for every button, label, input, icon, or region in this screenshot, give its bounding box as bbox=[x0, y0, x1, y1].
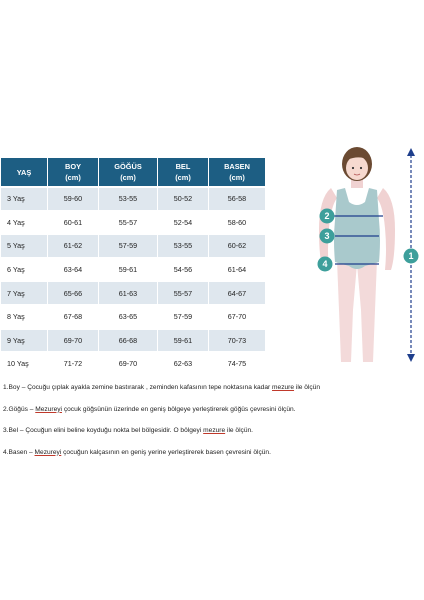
table-row bbox=[1, 353, 265, 375]
measurement-instructions bbox=[3, 384, 421, 470]
hip-cell: 74-75 bbox=[209, 353, 265, 375]
table-row bbox=[1, 212, 265, 234]
marker-1 bbox=[404, 249, 419, 264]
chest-cell: 55-57 bbox=[99, 212, 157, 234]
hip-cell: 56-58 bbox=[209, 188, 265, 210]
height-cell: 60-61 bbox=[48, 212, 98, 234]
table-row bbox=[1, 306, 265, 328]
height-cell: 65-66 bbox=[48, 282, 98, 304]
table-row bbox=[1, 259, 265, 281]
waist-cell: 59-61 bbox=[158, 330, 208, 352]
chest-cell: 59-61 bbox=[99, 259, 157, 281]
table-header-row bbox=[1, 158, 265, 186]
instruction-height: 1.Boy – Çocuğu çıplak ayakla zemine bastırarak , zeminden kafasının tepe noktasına kadar mezure ile ölçün bbox=[3, 384, 321, 391]
header-chest: GÖĞÜS (cm) bbox=[99, 158, 157, 186]
svg-text:4: 4 bbox=[322, 259, 328, 270]
waist-cell: 52-54 bbox=[158, 212, 208, 234]
age-cell: 8 Yaş bbox=[1, 306, 47, 328]
header-waist: BEL (cm) bbox=[158, 158, 208, 186]
hip-cell: 58-60 bbox=[209, 212, 265, 234]
svg-text:3: 3 bbox=[324, 231, 330, 242]
age-cell: 5 Yaş bbox=[1, 235, 47, 257]
legs bbox=[337, 260, 377, 362]
hip-cell: 64-67 bbox=[209, 282, 265, 304]
height-cell: 63-64 bbox=[48, 259, 98, 281]
header-height: BOY (cm) bbox=[48, 158, 98, 186]
head bbox=[342, 147, 372, 181]
chest-cell: 57-59 bbox=[99, 235, 157, 257]
chest-cell: 69-70 bbox=[99, 353, 157, 375]
instruction-chest: 2.Göğüs – Mezureyi çocuk göğsünün üzerinde en geniş bölgeye yerleştirerek göğüs çevresini ölçün. bbox=[3, 405, 296, 413]
svg-text:2: 2 bbox=[324, 211, 330, 222]
chest-cell: 63-65 bbox=[99, 306, 157, 328]
hip-cell: 60-62 bbox=[209, 235, 265, 257]
waist-cell: 55-57 bbox=[158, 282, 208, 304]
height-cell: 71-72 bbox=[48, 353, 98, 375]
header-age: YAŞ bbox=[1, 158, 47, 186]
size-chart-table bbox=[0, 156, 266, 377]
child-measurement-figure bbox=[293, 140, 424, 370]
swimsuit bbox=[334, 188, 380, 269]
age-cell: 3 Yaş bbox=[1, 188, 47, 210]
instruction-waist: 3.Bel – Çocuğun elini beline koyduğu nokta bel bölgesidir. O bölgeyi mezure ile ölçün. bbox=[3, 427, 254, 434]
marker-2 bbox=[320, 209, 335, 224]
chest-cell: 61-63 bbox=[99, 282, 157, 304]
waist-cell: 50-52 bbox=[158, 188, 208, 210]
age-cell: 7 Yaş bbox=[1, 282, 47, 304]
height-cell: 61-62 bbox=[48, 235, 98, 257]
waist-cell: 53-55 bbox=[158, 235, 208, 257]
marker-4 bbox=[318, 257, 333, 272]
age-cell: 10 Yaş bbox=[1, 353, 47, 375]
height-cell: 59-60 bbox=[48, 188, 98, 210]
table-row bbox=[1, 188, 265, 210]
waist-cell: 62-63 bbox=[158, 353, 208, 375]
table-row bbox=[1, 282, 265, 304]
hip-cell: 67-70 bbox=[209, 306, 265, 328]
height-cell: 69-70 bbox=[48, 330, 98, 352]
hip-cell: 70-73 bbox=[209, 330, 265, 352]
age-cell: 6 Yaş bbox=[1, 259, 47, 281]
waist-cell: 57-59 bbox=[158, 306, 208, 328]
chest-cell: 53-55 bbox=[99, 188, 157, 210]
waist-cell: 54-56 bbox=[158, 259, 208, 281]
instruction-hip: 4.Basen – Mezureyi çocuğun kalçasının en geniş yerine yerleştirerek basen çevresini ölçün. bbox=[3, 448, 271, 456]
height-cell: 67-68 bbox=[48, 306, 98, 328]
table-row bbox=[1, 330, 265, 352]
marker-3 bbox=[320, 229, 335, 244]
age-cell: 9 Yaş bbox=[1, 330, 47, 352]
svg-text:1: 1 bbox=[408, 251, 414, 262]
chest-cell: 66-68 bbox=[99, 330, 157, 352]
table-row bbox=[1, 235, 265, 257]
hip-cell: 61-64 bbox=[209, 259, 265, 281]
header-hip: BASEN (cm) bbox=[209, 158, 265, 186]
age-cell: 4 Yaş bbox=[1, 212, 47, 234]
